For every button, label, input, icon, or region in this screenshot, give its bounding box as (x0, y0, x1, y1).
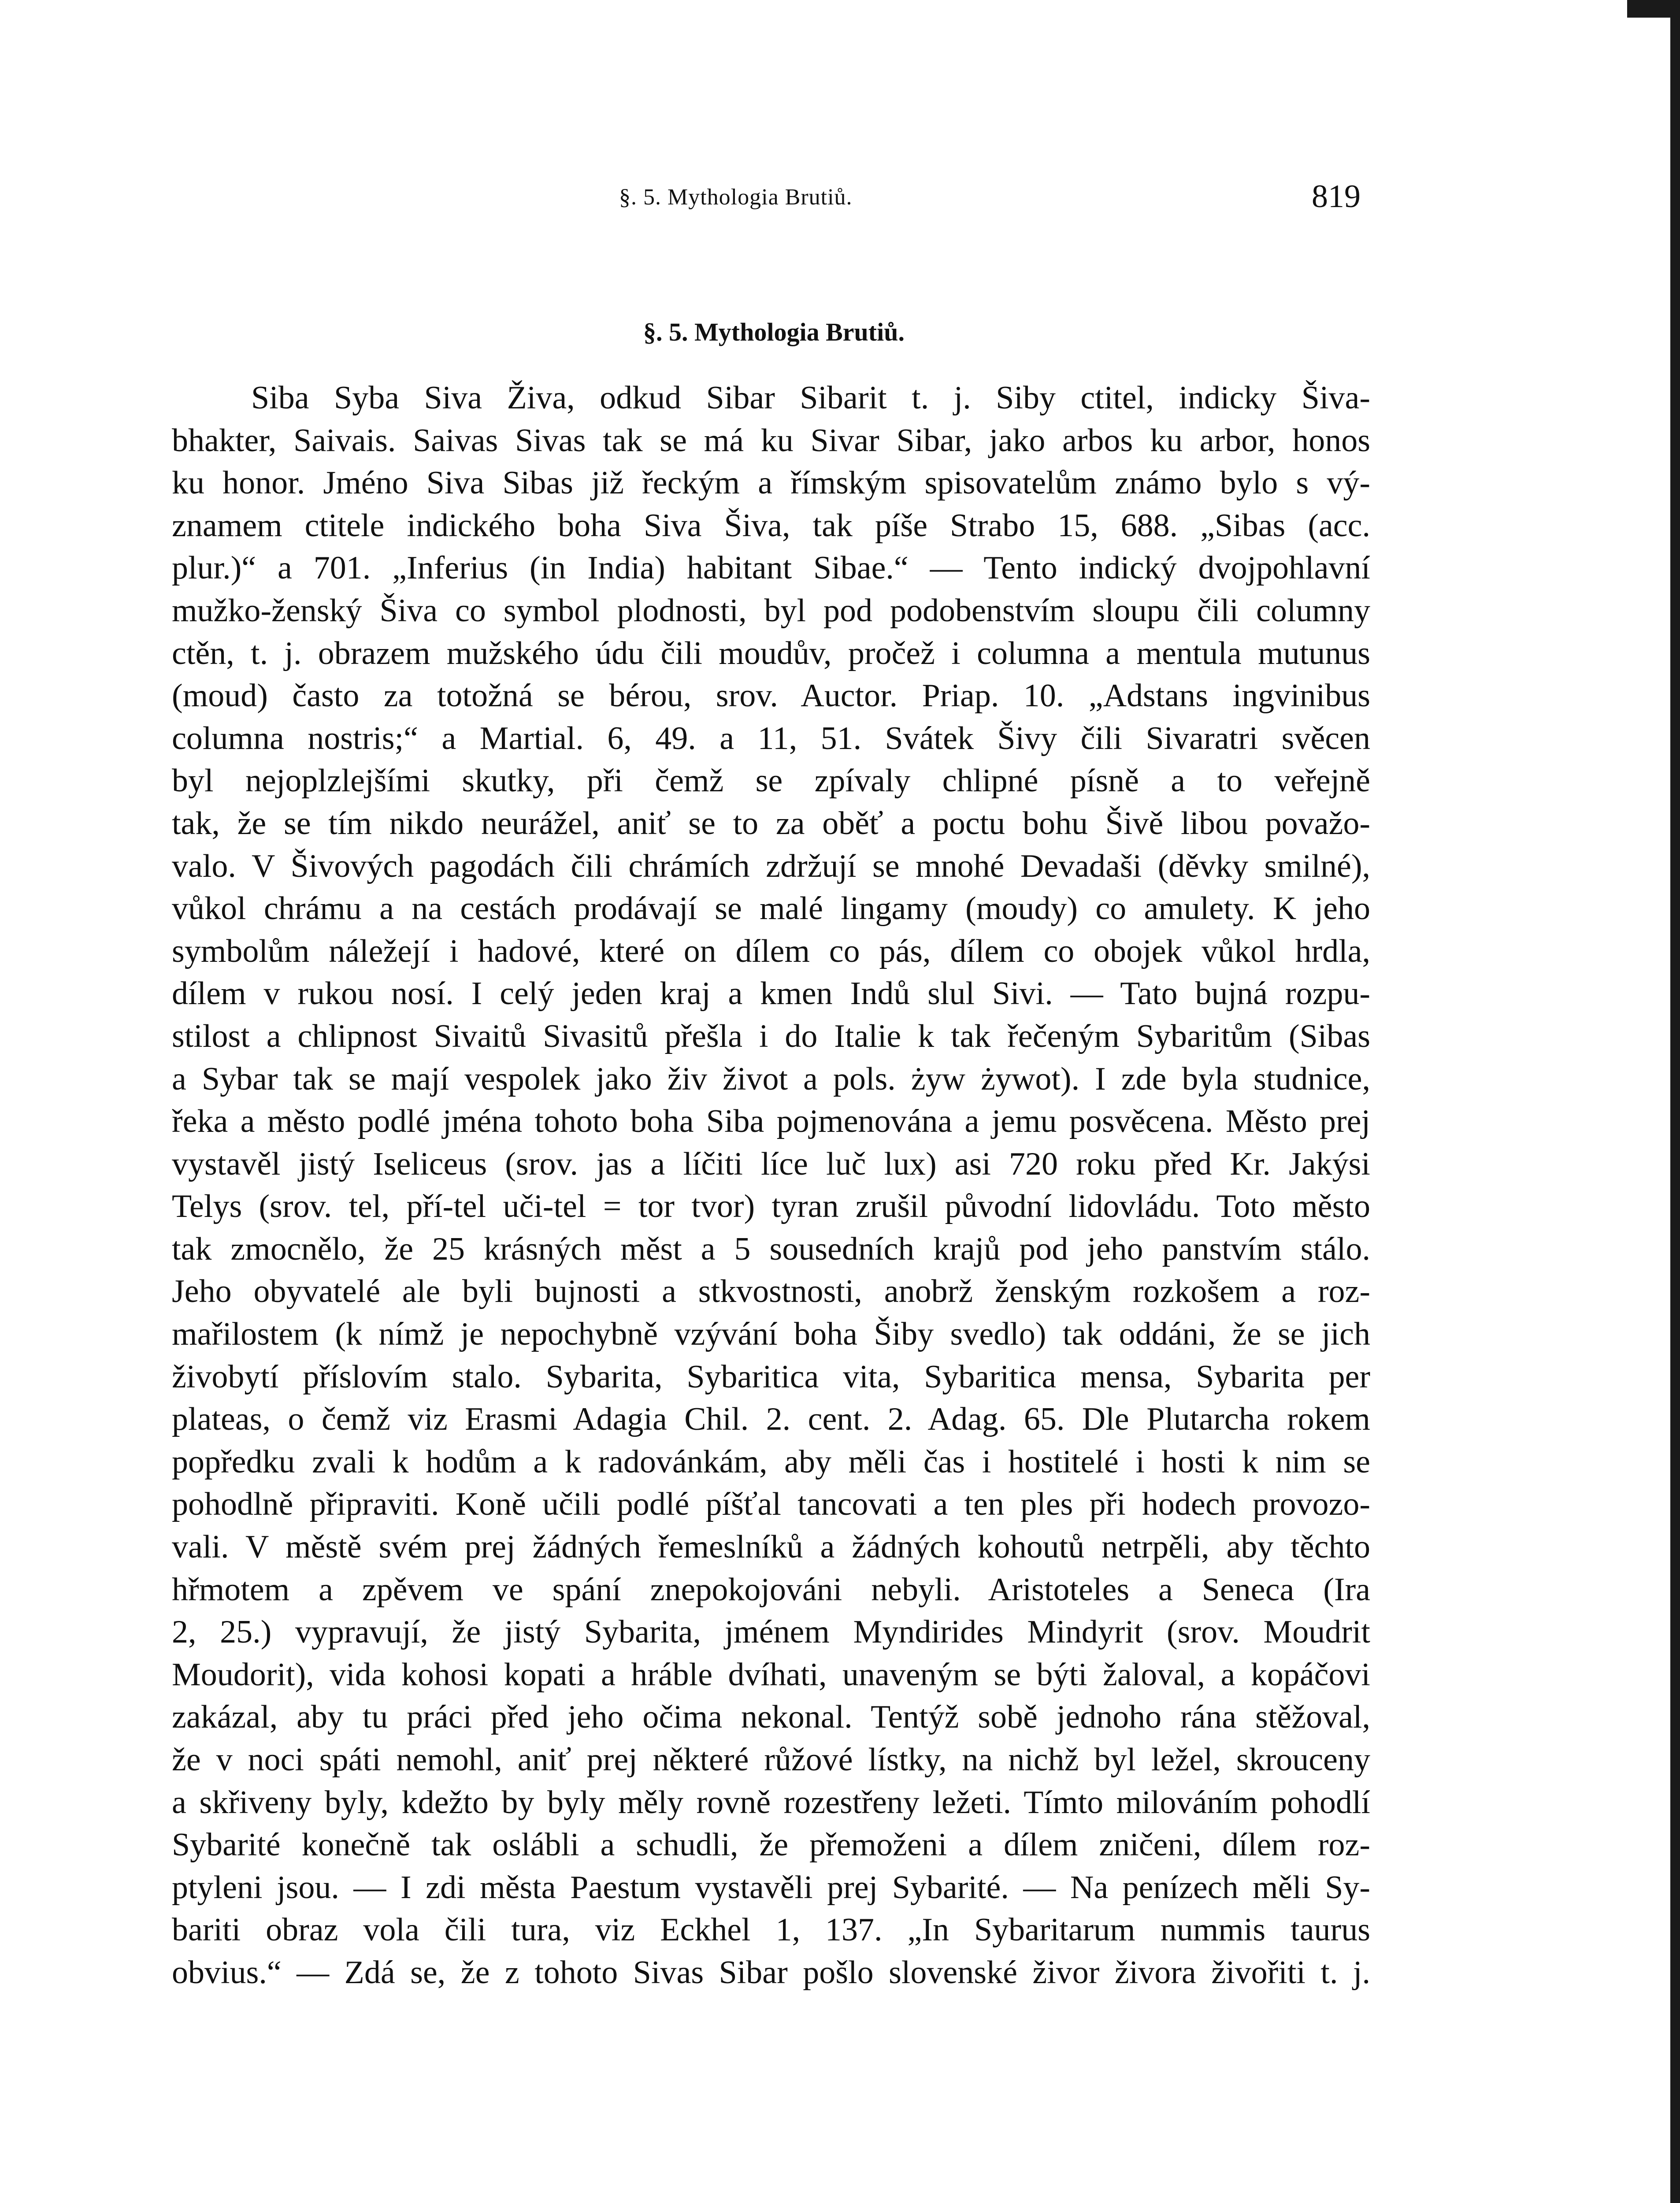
text-line: znamem ctitele indického boha Siva Šiva, tak píše Strabo 15, 688. „Sibas (acc. (172, 507, 1370, 544)
text-line: Siba Syba Siva Živa, odkud Sibar Sibarit t. j. Siby ctitel, indicky Šiva- (251, 380, 1370, 416)
text-line: (moud) často za totožná se bérou, srov. Auctor. Priap. 10. „Adstans ingvinibus (172, 678, 1370, 714)
text-line: mužko-ženský Šiva co symbol plodnosti, byl pod podobenstvím sloupu čili columny (172, 592, 1370, 629)
text-line: mařilostem (k nímž je nepochybně vzývání boha Šiby svedlo) tak oddáni, že se jich (172, 1316, 1370, 1353)
text-line: a Sybar tak se mají vespolek jako živ život a pols. żyw żywot). I zde byla studnice, (172, 1061, 1370, 1097)
text-line: bhakter, Saivais. Saivas Sivas tak se má ku Sivar Sibar, jako arbos ku arbor, honos (172, 422, 1370, 459)
text-line: ctěn, t. j. obrazem mužského údu čili moudův, pročež i columna a mentula mutunus (172, 635, 1370, 671)
text-line: obvius.“ — Zdá se, že z tohoto Sivas Sibar pošlo slovenské živor živora živořiti t. j. (172, 1954, 1370, 1991)
text-line: symbolům náležejí i hadové, které on dílem co pás, dílem co obojek vůkol hrdla, (172, 933, 1370, 969)
text-line: a skřiveny byly, kdežto by byly měly rovně rozestřeny ležeti. Tímto milováním pohodlí (172, 1784, 1370, 1821)
text-line: hřmotem a zpěvem ve spání znepokojováni nebyli. Aristoteles a Seneca (Ira (172, 1571, 1370, 1608)
running-head: §. 5. Mythologia Brutiů. (619, 185, 853, 210)
text-line: bariti obraz vola čili tura, viz Eckhel 1, 137. „In Sybaritarum nummis taurus (172, 1912, 1370, 1948)
text-line: popředku zvali k hodům a k radovánkám, aby měli čas i hostitelé i hosti k nim se (172, 1443, 1370, 1480)
text-line: stilost a chlipnost Sivaitů Sivasitů přešla i do Italie k tak řečeným Sybaritům (Sibas (172, 1018, 1370, 1054)
text-line: Sybarité konečně tak oslábli a schudli, že přemoženi a dílem zničeni, dílem roz- (172, 1827, 1370, 1863)
body-text (172, 377, 1370, 1994)
section-title: §. 5. Mythologia Brutiů. (643, 318, 905, 346)
text-line: ptyleni jsou. — I zdi města Paestum vystavěli prej Sybarité. — Na penízech měli Sy- (172, 1869, 1370, 1906)
text-line: tak, že se tím nikdo neurážel, aniť se to za oběť a poctu bohu Šivě libou považo- (172, 805, 1370, 842)
text-line: columna nostris;“ a Martial. 6, 49. a 11, 51. Svátek Šivy čili Sivaratri svěcen (172, 720, 1370, 757)
text-line: dílem v rukou nosí. I celý jeden kraj a kmen Indů slul Sivi. — Tato bujná rozpu- (172, 975, 1370, 1012)
text-line: plateas, o čemž viz Erasmi Adagia Chil. 2. cent. 2. Adag. 65. Dle Plutarcha rokem (172, 1401, 1370, 1438)
text-line: ku honor. Jméno Siva Sibas již řeckým a římským spisovatelům známo bylo s vý- (172, 465, 1370, 501)
text-line: že v noci spáti nemohl, aniť prej některé růžové lístky, na nichž byl ležel, skrouceny (172, 1742, 1370, 1778)
text-line: řeka a město podlé jména tohoto boha Siba pojmenována a jemu posvěcena. Město prej (172, 1103, 1370, 1140)
text-line: Jeho obyvatelé ale byli bujnosti a stkvostnosti, anobrž ženským rozkošem a roz- (172, 1273, 1370, 1310)
text-line: vystavěl jistý Iseliceus (srov. jas a líčiti líce luč lux) asi 720 roku před Kr. Jakýsi (172, 1146, 1370, 1182)
page-number: 819 (1312, 178, 1361, 215)
text-line: vali. V městě svém prej žádných řemeslníků a žádných kohoutů netrpěli, aby těchto (172, 1529, 1370, 1565)
text-line: plur.)“ a 701. „Inferius (in India) habitant Sibae.“ — Tento indický dvojpohlavní (172, 550, 1370, 586)
text-line: pohodlně připraviti. Koně učili podlé píšťal tancovati a ten ples při hodech provozo- (172, 1486, 1370, 1523)
text-line: valo. V Šivových pagodách čili chrámích zdržují se mnohé Devadaši (děvky smilné), (172, 848, 1370, 884)
scan-corner (1627, 0, 1680, 18)
text-line: tak zmocnělo, že 25 krásných měst a 5 sousedních krajů pod jeho panstvím stálo. (172, 1231, 1370, 1267)
text-line: vůkol chrámu a na cestách prodávají se malé lingamy (moudy) co amulety. K jeho (172, 890, 1370, 927)
section-title-wrap (0, 317, 1680, 347)
text-line: byl nejoplzlejšími skutky, při čemž se zpívaly chlipné písně a to veřejně (172, 763, 1370, 799)
text-line: zakázal, aby tu práci před jeho očima nekonal. Tentýž sobě jednoho rána stěžoval, (172, 1699, 1370, 1736)
text-line: Telys (srov. tel, pří-tel uči-tel = tor tvor) tyran zrušil původní lidovládu. Toto město (172, 1188, 1370, 1225)
text-line: 2, 25.) vypravují, že jistý Sybarita, jménem Myndirides Mindyrit (srov. Moudrit (172, 1614, 1370, 1650)
text-line: živobytí příslovím stalo. Sybarita, Sybaritica vita, Sybaritica mensa, Sybarita per (172, 1358, 1370, 1395)
text-line: Moudorit), vida kohosi kopati a hráble dvíhati, unaveným se býti žaloval, a kopáčovi (172, 1656, 1370, 1693)
